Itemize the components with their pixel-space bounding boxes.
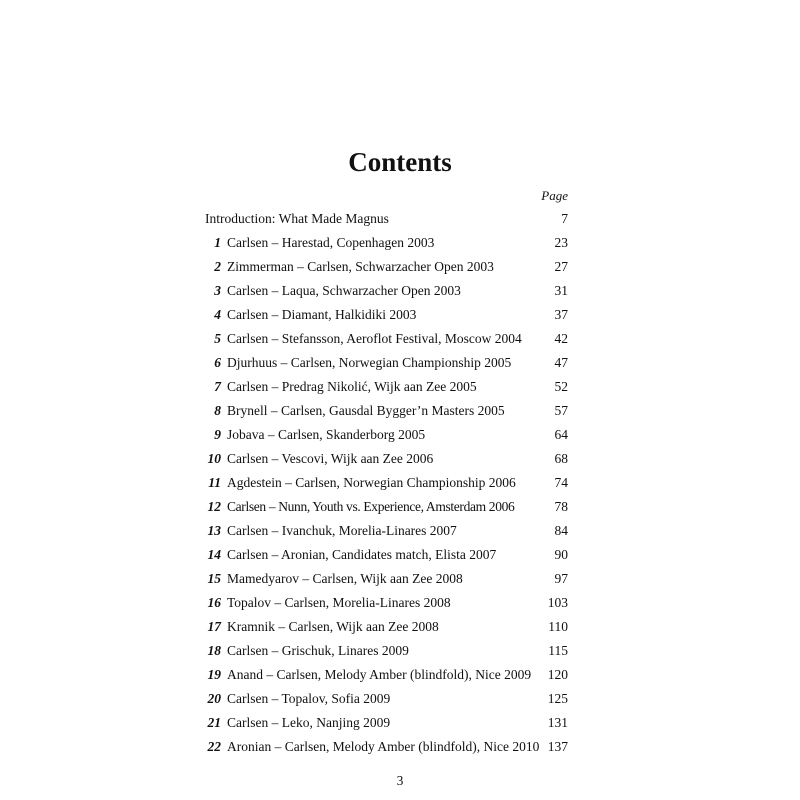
toc-row xyxy=(205,639,570,663)
toc-entry-title: Carlsen – Aronian, Candidates match, Elista 2007 xyxy=(227,547,497,562)
toc-entry-number: 17 xyxy=(207,619,221,634)
toc-row xyxy=(205,255,570,279)
toc-entry-title: Carlsen – Nunn, Youth vs. Experience, Amsterdam 2006 xyxy=(227,499,515,514)
toc-entry-page: 120 xyxy=(547,667,568,682)
page-column-header: Page xyxy=(541,188,568,203)
toc-entry-page: 90 xyxy=(554,547,568,562)
toc-entry-title: Brynell – Carlsen, Gausdal Bygger’n Masters 2005 xyxy=(227,403,505,418)
toc-entry-page: 68 xyxy=(554,451,568,466)
toc-row xyxy=(205,351,570,375)
toc-entry-title: Carlsen – Vescovi, Wijk aan Zee 2006 xyxy=(227,451,434,466)
toc-entry-title: Aronian – Carlsen, Melody Amber (blindfold), Nice 2010 xyxy=(227,739,540,754)
toc-entry-title: Kramnik – Carlsen, Wijk aan Zee 2008 xyxy=(227,619,439,634)
toc-entry-page: 97 xyxy=(554,571,568,586)
toc-entry-page: 27 xyxy=(554,259,568,274)
toc-entry-page: 64 xyxy=(554,427,568,442)
toc-entry-title: Jobava – Carlsen, Skanderborg 2005 xyxy=(227,427,426,442)
toc-row xyxy=(205,663,570,687)
toc-entry-page: 131 xyxy=(547,715,568,730)
toc-entry-title: Anand – Carlsen, Melody Amber (blindfold), Nice 2009 xyxy=(227,667,532,682)
toc-entry-number: 10 xyxy=(207,451,221,466)
toc-row xyxy=(205,447,570,471)
toc-row xyxy=(205,543,570,567)
table-of-contents xyxy=(205,207,570,759)
toc-row xyxy=(205,567,570,591)
toc-entry-title: Agdestein – Carlsen, Norwegian Championship 2006 xyxy=(227,475,516,490)
toc-entry-title: Carlsen – Predrag Nikolić, Wijk aan Zee 2005 xyxy=(227,379,477,394)
toc-entry-number: 6 xyxy=(214,355,221,370)
toc-entry-number: 22 xyxy=(207,739,221,754)
toc-entry-page: 47 xyxy=(554,355,568,370)
toc-row xyxy=(205,711,570,735)
toc-entry-number: 1 xyxy=(214,235,221,250)
toc-entry-page: 137 xyxy=(547,739,568,754)
toc-entry-page: 115 xyxy=(548,643,568,658)
toc-entry-title: Carlsen – Leko, Nanjing 2009 xyxy=(227,715,391,730)
toc-entry-number: 4 xyxy=(214,307,221,322)
toc-entry-title: Carlsen – Topalov, Sofia 2009 xyxy=(227,691,391,706)
toc-entry-number: 2 xyxy=(214,259,221,274)
toc-row xyxy=(205,231,570,255)
toc-row xyxy=(205,495,570,519)
toc-row xyxy=(205,279,570,303)
toc-entry-title: Carlsen – Stefansson, Aeroflot Festival, Moscow 2004 xyxy=(227,331,522,346)
toc-entry-number: 3 xyxy=(214,283,221,298)
toc-row xyxy=(205,519,570,543)
toc-entry-number: 18 xyxy=(207,643,221,658)
toc-entry-title: Djurhuus – Carlsen, Norwegian Championship 2005 xyxy=(227,355,512,370)
page-number: 3 xyxy=(396,773,404,788)
toc-entry-page: 110 xyxy=(548,619,568,634)
toc-entry-page: 42 xyxy=(554,331,568,346)
toc-entry-page: 74 xyxy=(554,475,568,490)
toc-entry-page: 37 xyxy=(554,307,568,322)
toc-entry-page: 125 xyxy=(547,691,568,706)
toc-row-introduction xyxy=(205,207,570,231)
toc-entries xyxy=(205,231,570,759)
toc-entry-title: Zimmerman – Carlsen, Schwarzacher Open 2003 xyxy=(227,259,494,274)
toc-entry-title: Carlsen – Laqua, Schwarzacher Open 2003 xyxy=(227,283,461,298)
toc-entry-number: 8 xyxy=(214,403,221,418)
page-title: Contents xyxy=(348,147,452,177)
toc-entry-page: 103 xyxy=(547,595,568,610)
toc-row xyxy=(205,471,570,495)
toc-entry-number: 19 xyxy=(207,667,221,682)
toc-entry-number: 21 xyxy=(207,715,221,730)
toc-entry-number: 5 xyxy=(214,331,221,346)
toc-entry-number: 15 xyxy=(207,571,221,586)
toc-row xyxy=(205,615,570,639)
toc-entry-title: Carlsen – Grischuk, Linares 2009 xyxy=(227,643,409,658)
toc-entry-title: Carlsen – Ivanchuk, Morelia-Linares 2007 xyxy=(227,523,457,538)
toc-entry-number: 14 xyxy=(207,547,221,562)
toc-entry-number: 7 xyxy=(214,379,221,394)
toc-entry-page: 7 xyxy=(561,211,568,226)
toc-entry-page: 57 xyxy=(554,403,568,418)
toc-row xyxy=(205,303,570,327)
toc-row xyxy=(205,327,570,351)
toc-entry-title: Carlsen – Harestad, Copenhagen 2003 xyxy=(227,235,435,250)
toc-row xyxy=(205,399,570,423)
toc-entry-title: Introduction: What Made Magnus xyxy=(205,211,389,226)
toc-entry-number: 12 xyxy=(207,499,221,514)
toc-entry-page: 84 xyxy=(554,523,568,538)
toc-entry-number: 13 xyxy=(207,523,221,538)
toc-entry-page: 23 xyxy=(554,235,568,250)
toc-row xyxy=(205,687,570,711)
toc-entry-page: 31 xyxy=(554,283,568,298)
toc-entry-page: 78 xyxy=(554,499,568,514)
toc-entry-number: 16 xyxy=(207,595,221,610)
toc-entry-number: 9 xyxy=(214,427,221,442)
toc-entry-title: Topalov – Carlsen, Morelia-Linares 2008 xyxy=(227,595,451,610)
toc-entry-page: 52 xyxy=(554,379,568,394)
toc-entry-title: Carlsen – Diamant, Halkidiki 2003 xyxy=(227,307,417,322)
toc-row xyxy=(205,423,570,447)
toc-entry-number: 20 xyxy=(207,691,221,706)
toc-entry-number: 11 xyxy=(208,475,221,490)
toc-entry-title: Mamedyarov – Carlsen, Wijk aan Zee 2008 xyxy=(227,571,463,586)
toc-row xyxy=(205,375,570,399)
toc-row xyxy=(205,591,570,615)
toc-row xyxy=(205,735,570,759)
